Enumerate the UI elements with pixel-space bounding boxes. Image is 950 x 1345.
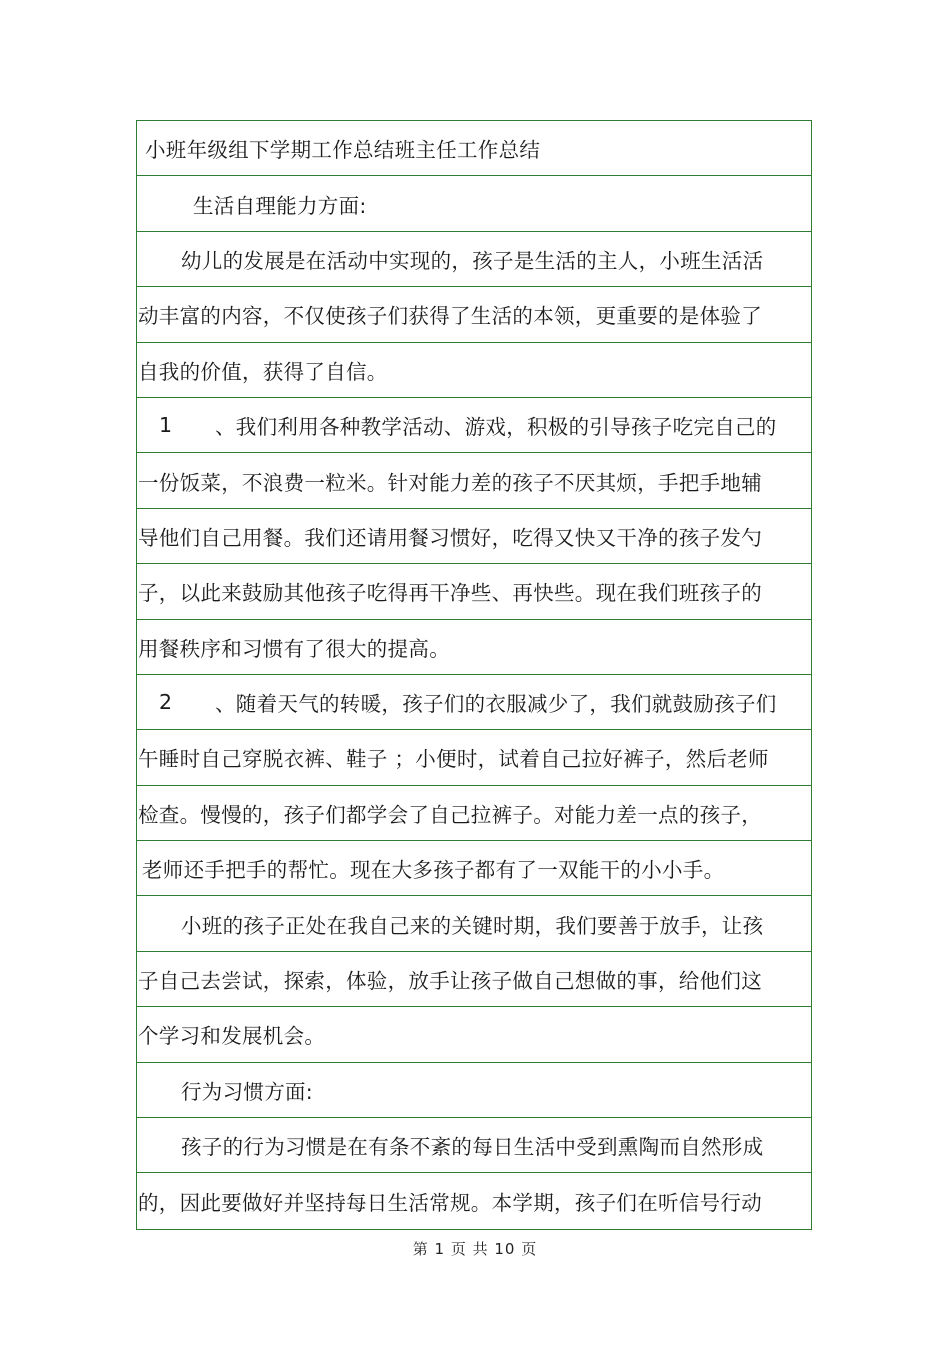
- paragraph-line: 幼儿的发展是在活动中实现的，孩子是生活的主人，小班生活活: [137, 232, 811, 287]
- paragraph-line: 一份饭菜，不浪费一粒米。针对能力差的孩子不厌其烦，手把手地辅: [137, 453, 811, 508]
- section-heading-self-care: 生活自理能力方面:: [137, 176, 811, 231]
- numbered-item-line: [137, 398, 811, 453]
- paragraph-line: 小班的孩子正处在我自己来的关键时期，我们要善于放手，让孩: [137, 896, 811, 951]
- paragraph-line: 用餐秩序和习惯有了很大的提高。: [137, 620, 811, 675]
- item-text: 、随着天气的转暖，孩子们的衣服减少了，我们就鼓励孩子们: [215, 692, 777, 717]
- item-text: 、我们利用各种教学活动、游戏，积极的引导孩子吃完自己的: [215, 415, 777, 440]
- item-number: 1: [159, 413, 173, 438]
- item-number: 2: [159, 690, 173, 715]
- paragraph-line: 午睡时自己穿脱衣裤、鞋子 ；小便时，试着自己拉好裤子，然后老师: [137, 730, 811, 785]
- paragraph-line: 检查。慢慢的，孩子们都学会了自己拉裤子。对能力差一点的孩子，: [137, 786, 811, 841]
- paragraph-line: 子，以此来鼓励其他孩子吃得再干净些、再快些。现在我们班孩子的: [137, 564, 811, 619]
- paragraph-line: 孩子的行为习惯是在有条不紊的每日生活中受到熏陶而自然形成: [137, 1118, 811, 1173]
- page-number-footer: 第 1 页 共 10 页: [412, 1240, 538, 1258]
- document-table: [136, 120, 812, 1230]
- paragraph-line: 动丰富的内容，不仅使孩子们获得了生活的本领，更重要的是体验了: [137, 287, 811, 342]
- section-heading-behavior: 行为习惯方面:: [137, 1063, 811, 1118]
- paragraph-line: 个学习和发展机会。: [137, 1007, 811, 1062]
- document-title: 小班年级组下学期工作总结班主任工作总结: [137, 121, 811, 176]
- paragraph-line: 自我的价值，获得了自信。: [137, 343, 811, 398]
- paragraph-line: 老师还手把手的帮忙。现在大多孩子都有了一双能干的小小手。: [137, 841, 811, 896]
- paragraph-line: 子自己去尝试，探索，体验，放手让孩子做自己想做的事，给他们这: [137, 952, 811, 1007]
- paragraph-line: 导他们自己用餐。我们还请用餐习惯好，吃得又快又干净的孩子发勺: [137, 509, 811, 564]
- paragraph-line: 的，因此要做好并坚持每日生活常规。本学期，孩子们在听信号行动: [138, 1191, 762, 1216]
- numbered-item-line: [137, 675, 811, 730]
